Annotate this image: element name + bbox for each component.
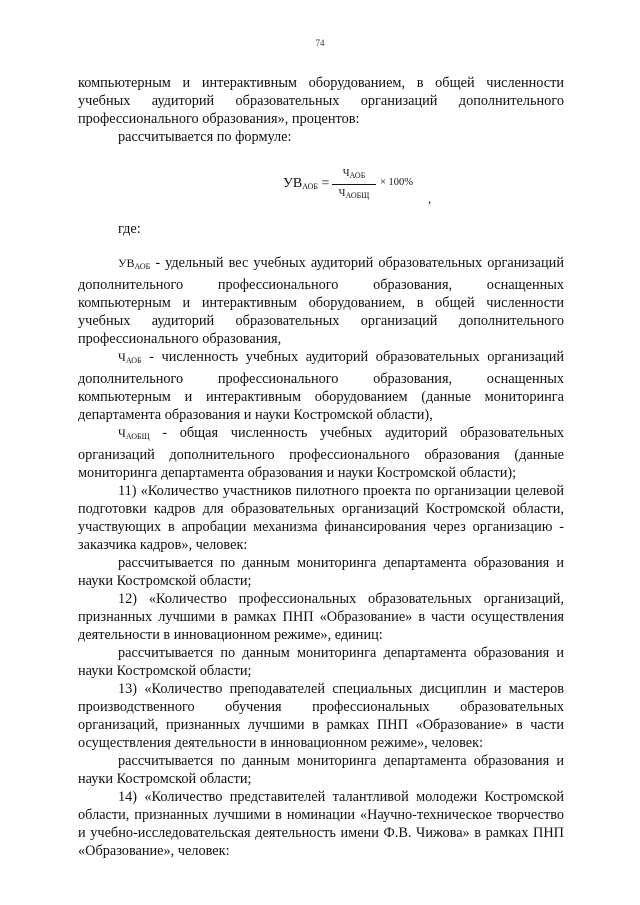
formula-intro: рассчитывается по формуле:	[118, 129, 292, 145]
formula-lhs: $УВ_{АОБ}$ =	[283, 176, 330, 191]
definition-uv: $УВ_{АОБ}$ - удельный вес учебных аудиторий образовательных организаций дополнительного профессионального образования, оснащенных компьютерным и интерактивным оборудованием, в общей численности учебных аудиторий образовательных организаций дополнительного профессионального образования,	[78, 255, 564, 347]
document-body	[78, 74, 564, 860]
item-12: 12) «Количество профессиональных образовательных организаций, признанных лучшими в рамках ПНП «Образование» в части осуществления деятельности в инновационном режиме», единиц:	[78, 591, 564, 643]
definition-symbol: $Ч_{АОБЩ}$	[118, 426, 150, 441]
formula-comma: ,	[428, 191, 432, 206]
definition-symbol: $Ч_{АОБ}$	[118, 350, 142, 365]
item-11: 11) «Количество участников пилотного проекта по организации целевой подготовки кадров для образовательных организаций Костромской области, участвующих в апробации механизма финансирования через организацию - заказчика кадров», человек:	[78, 483, 564, 553]
where-label: где:	[118, 221, 141, 237]
item-12-calc: рассчитывается по данным мониторинга департамента образования и науки Костромской области;	[78, 645, 564, 679]
item-13-calc: рассчитывается по данным мониторинга департамента образования и науки Костромской области;	[78, 753, 564, 787]
formula-denominator: $Ч_{АОБЩ}$	[338, 188, 370, 200]
intro-paragraph: компьютерным и интерактивным оборудованием, в общей численности учебных аудиторий образовательных организаций дополнительного профессионального образования», процентов:	[78, 75, 564, 127]
definition-symbol: $УВ_{АОБ}$	[118, 256, 151, 271]
item-14: 14) «Количество представителей талантливой молодежи Костромской области, признанных лучшими в номинации «Научно-техническое творчество и учебно-исследовательская деятельность имени Ф.В. Чижова» в рамках ПНП «Образование», человек:	[78, 789, 564, 859]
formula	[78, 154, 564, 220]
formula-numerator: $Ч_{АОБ}$	[342, 168, 366, 180]
definition-ch-aob: $Ч_{АОБ}$ - численность учебных аудиторий образовательных организаций дополнительного профессионального образования, оснащенных компьютерным и интерактивным оборудованием (данные мониторинга департамента образования и науки Костромской области),	[78, 349, 564, 423]
fraction-bar	[332, 184, 376, 185]
definition-ch-aobshch: $Ч_{АОБЩ}$ - общая численность учебных аудиторий образовательных организаций дополнительного профессионального образования (данные мониторинга департамента образования и науки Костромской области);	[78, 425, 564, 481]
formula-fraction	[332, 167, 376, 203]
item-11-calc: рассчитывается по данным мониторинга департамента образования и науки Костромской области;	[78, 555, 564, 589]
item-13: 13) «Количество преподавателей специальных дисциплин и мастеров производственного обучения профессиональных образовательных организаций, признанных лучшими в рамках ПНП «Образование» в части осуществления деятельности в инновационном режиме», человек:	[78, 681, 564, 751]
page-number: 74	[315, 38, 325, 48]
formula-multiplier: × 100%	[380, 177, 414, 188]
